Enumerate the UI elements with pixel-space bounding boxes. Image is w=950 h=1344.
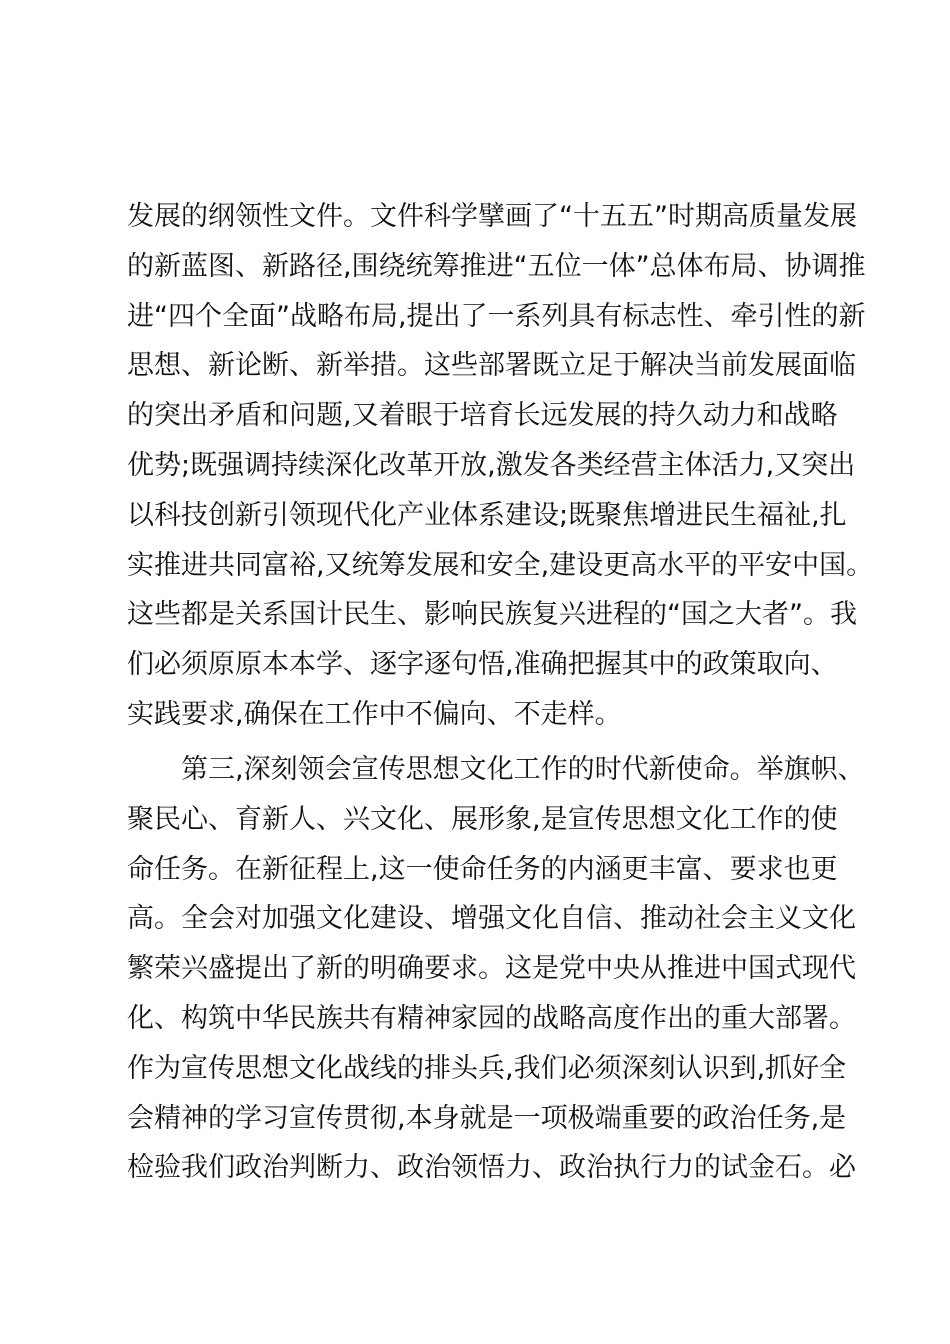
paragraph-line: 检验我们政治判断力、政治领悟力、政治执行力的试金石。必: [127, 1152, 856, 1184]
paragraph-line: 以科技创新引领现代化产业体系建设;既聚焦增进民生福祉,扎: [127, 499, 847, 531]
paragraph-line: 实推进共同富裕,又统筹发展和安全,建设更高水平的平安中国。: [127, 549, 874, 581]
paragraph-line: 繁荣兴盛提出了新的明确要求。这是党中央从推进中国式现代: [127, 953, 856, 985]
paragraph-line: 的新蓝图、新路径,围绕统筹推进“五位一体”总体布局、协调推: [127, 250, 866, 282]
paragraph-2: [127, 745, 865, 1193]
paragraph-line: 高。全会对加强文化建设、增强文化自信、推动社会主义文化: [127, 903, 856, 935]
paragraph-1: [127, 192, 874, 740]
paragraph-line: 化、构筑中华民族共有精神家园的战略高度作出的重大部署。: [127, 1002, 856, 1034]
paragraph-line: 命任务。在新征程上,这一使命任务的内涵更丰富、要求也更: [127, 853, 838, 885]
paragraph-line: 实践要求,确保在工作中不偏向、不走样。: [127, 698, 622, 730]
paragraph-line: 优势;既强调持续深化改革开放,激发各类经营主体活力,又突出: [127, 449, 856, 481]
paragraph-line: 的突出矛盾和问题,又着眼于培育长远发展的持久动力和战略: [127, 400, 838, 432]
paragraph-line: 思想、新论断、新举措。这些部署既立足于解决当前发展面临: [127, 350, 856, 382]
paragraph-line: 发展的纲领性文件。文件科学擘画了“十五五”时期高质量发展: [127, 201, 857, 232]
paragraph-line: 会精神的学习宣传贯彻,本身就是一项极端重要的政治任务,是: [127, 1102, 847, 1134]
paragraph-line: 们必须原原本本学、逐字逐句悟,准确把握其中的政策取向、: [127, 649, 838, 681]
paragraph-line: 进“四个全面”战略布局,提出了一系列具有标志性、牵引性的新: [127, 300, 866, 332]
paragraph-line: 聚民心、育新人、兴文化、展形象,是宣传思想文化工作的使: [127, 803, 838, 835]
paragraph-line: 这些都是关系国计民生、影响民族复兴进程的“国之大者”。我: [127, 599, 857, 631]
paragraph-line: 作为宣传思想文化战线的排头兵,我们必须深刻认识到,抓好全: [127, 1052, 847, 1084]
paragraph-line: 第三,深刻领会宣传思想文化工作的时代新使命。举旗帜、: [127, 754, 865, 785]
